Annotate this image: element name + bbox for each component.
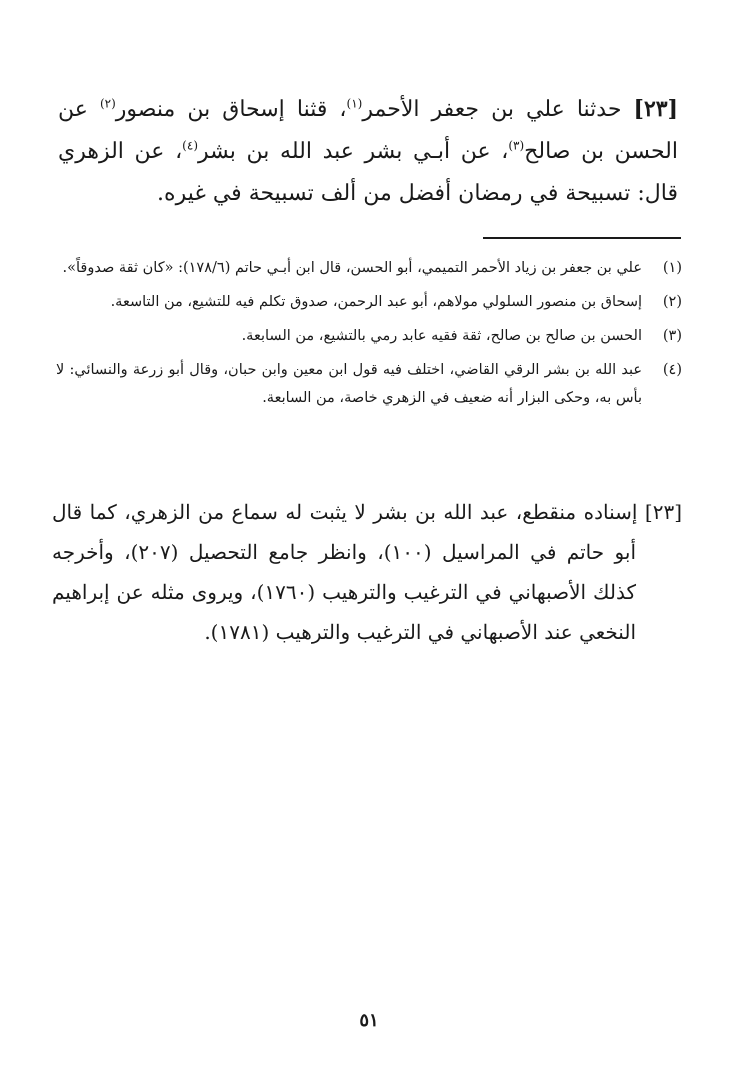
hadith-segment-5: ، عن الزهري قال: تسبيحة في رمضان أفضل من ألف تسبيحة في غيره. xyxy=(58,139,678,206)
hadith-paragraph xyxy=(58,88,678,215)
footnote-text: علي بن جعفر بن زياد الأحمر التميمي، أبو الحسن، قال ابن أبـي حاتم (١٧٨/٦): «كان ثقة صدوقاً». xyxy=(62,260,642,276)
footnote-number: (٤) xyxy=(662,362,682,378)
footnote-2 xyxy=(56,288,682,316)
footnote-1 xyxy=(56,254,682,282)
footnote-number: (٣) xyxy=(662,328,682,344)
hadith-segment-4: ، عن أبـي بشر عبد الله بن بشر xyxy=(198,139,509,164)
commentary xyxy=(52,492,682,652)
footnote-ref-4: (٤) xyxy=(182,138,198,153)
footnote-4 xyxy=(56,356,682,412)
footnote-3 xyxy=(56,322,682,350)
footnote-ref-1: (١) xyxy=(346,96,363,111)
footnote-ref-3: (٣) xyxy=(508,138,525,153)
hadith-segment-3: عن الحسن بن صالح xyxy=(58,97,679,164)
hadith-text xyxy=(58,88,678,215)
footnote-number: (٢) xyxy=(662,294,682,310)
page-number: ٥١ xyxy=(359,1010,379,1031)
footnote-text: الحسن بن صالح بن صالح، ثقة فقيه عابد رمي بالتشيع، من السابعة. xyxy=(241,328,642,344)
footnote-ref-2: (٢) xyxy=(99,96,116,111)
commentary-text: [٢٣] إسناده منقطع، عبد الله بن بشر لا يثبت له سماع من الزهري، كما قال أبو حاتم في المراسيل (١٠٠)، وانظر جامع التحصيل (٢٠٧)، وأخرجه كذلك الأصبهاني في الترغيب والترهيب (١٧٦٠)، ويروى مثله عن إبراهيم النخعي عند الأصبهاني في الترغيب والترهيب (١٧٨١). xyxy=(52,500,682,644)
hadith-segment-1: حدثنا علي بن جعفر الأحمر xyxy=(362,97,634,122)
footnote-text: إسحاق بن منصور السلولي مولاهم، أبو عبد الرحمن، صدوق تكلم فيه للتشيع، من التاسعة. xyxy=(110,294,642,310)
footnote-text: عبد الله بن بشر الرقي القاضي، اختلف فيه قول ابن معين وابن حبان، وقال أبو زرعة والنسائي: لا بأس به، وحكى البزار أنه ضعيف في الزهري خاصة، من السابعة. xyxy=(56,362,642,406)
footnotes xyxy=(56,254,682,418)
hadith-number: [٢٣] xyxy=(633,96,679,122)
footnote-number: (١) xyxy=(662,260,682,276)
hadith-segment-2: ، قثنا إسحاق بن منصور xyxy=(115,97,347,122)
footnote-separator xyxy=(483,237,681,239)
